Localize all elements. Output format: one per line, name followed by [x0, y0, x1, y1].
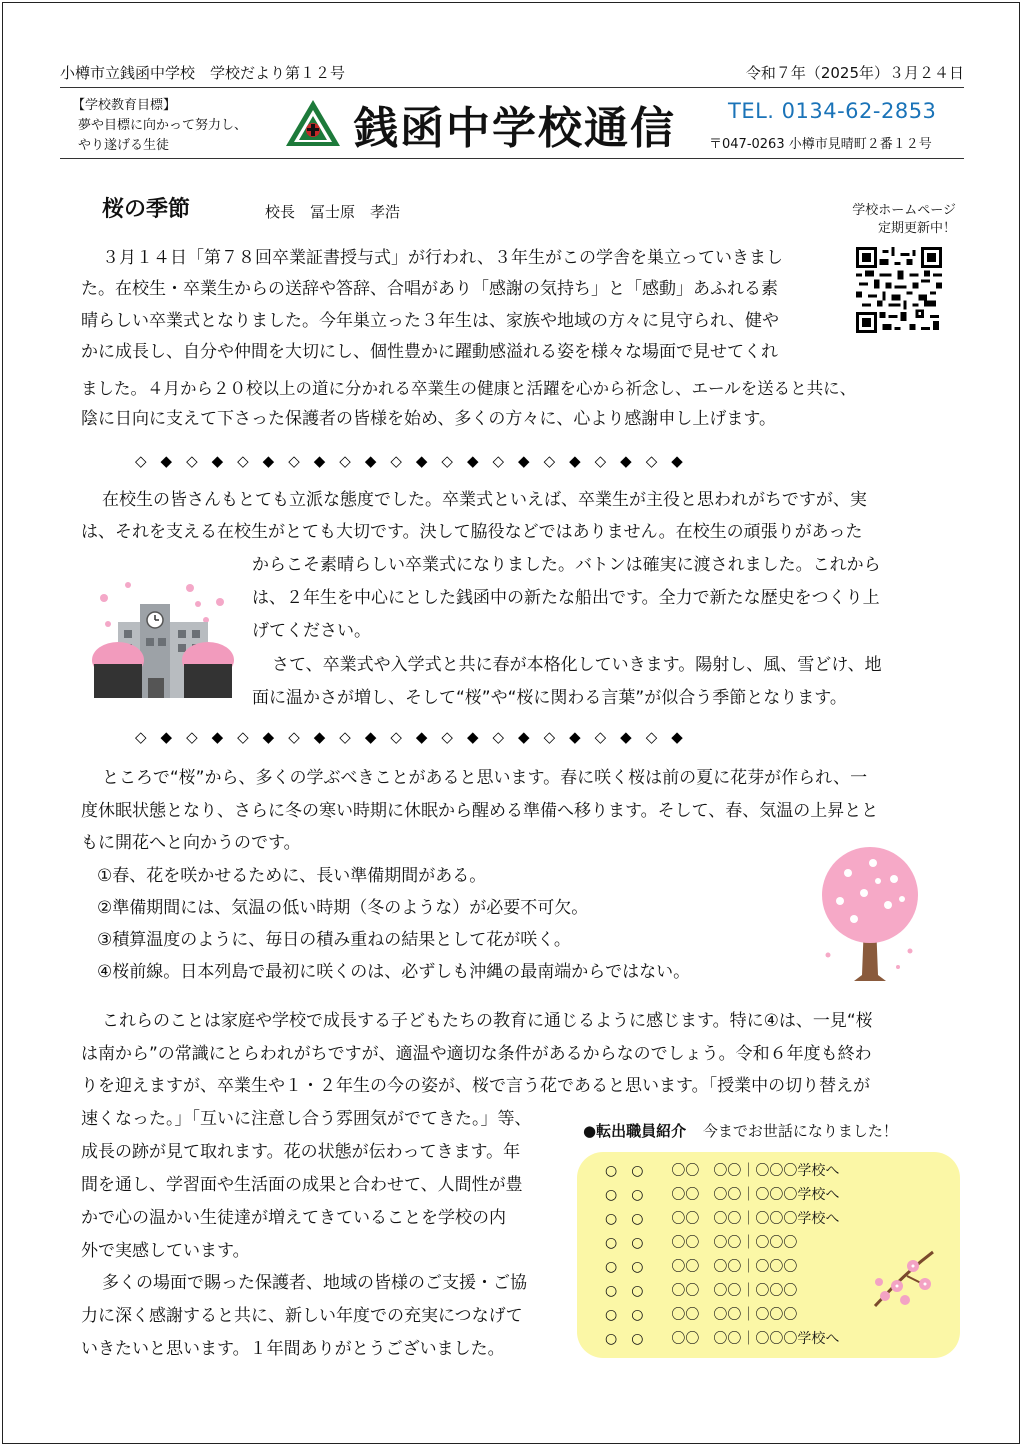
p1-line-3: 晴らしい卒業式となりました。今年巣立った３年生は、家族や地域の方々に見守られ、健や: [81, 311, 780, 331]
homepage-line2: 定期更新中！: [877, 221, 956, 236]
p1-line-5: ました。４月から２０校以上の道に分かれる卒業生の健康と活躍を心から祈念し、エールを送ると共に、: [81, 379, 857, 398]
staff-row: ○ ○ 〇〇 〇〇｜〇〇〇学校へ: [605, 1211, 840, 1227]
staff-row: ○ ○ 〇〇 〇〇｜〇〇〇: [605, 1259, 798, 1275]
staff-row: ○ ○ 〇〇 〇〇｜〇〇〇: [605, 1235, 798, 1251]
p4-line-8: 外で実感しています。: [81, 1241, 250, 1261]
p2-line-1: 在校生の皆さんもとても立派な態度でした。卒業式といえば、卒業生が主役と思われがちですが、実: [102, 490, 867, 510]
p4-line-5: 成長の跡が見て取れます。花の状態が伝わってきます。年: [81, 1142, 521, 1162]
issue-date: 令和７年（2025年）３月２４日: [745, 64, 964, 82]
list-item: ④桜前線。日本列島で最初に咲くのは、必ずしも沖縄の最南端からではない。: [97, 962, 691, 982]
article-author: 校長 冨士原 孝浩: [265, 203, 401, 221]
staff-row: ○ ○ 〇〇 〇〇｜〇〇〇: [605, 1283, 798, 1299]
p4-line-7: かで心の温かい生徒達が増えてきていることを学校の内: [81, 1208, 506, 1228]
homepage-note: [840, 202, 956, 238]
staff-row: ○ ○ 〇〇 〇〇｜〇〇〇学校へ: [605, 1187, 840, 1203]
transfer-staff-box: [577, 1152, 960, 1358]
p2-line-3: からこそ素晴らしい卒業式になりました。バトンは確実に渡されました。これから: [252, 555, 881, 575]
p2-line-7: 面に温かさが増し、そして“桜”や“桜に関わる言葉”が似合う季節となります。: [252, 688, 847, 708]
p4-line-2: は南から”の常識にとらわれがちですが、適温や適切な条件があるからなのでしょう。令和６年度も終わ: [81, 1044, 872, 1064]
staff-heading: [583, 1120, 898, 1141]
top-line: [60, 62, 964, 83]
qr-code-icon[interactable]: [856, 247, 942, 333]
phone-number: TEL. 0134-62-2853: [728, 99, 937, 123]
newsletter-title: 銭函中学校通信: [354, 103, 676, 154]
cherry-branch-icon: [867, 1248, 937, 1314]
p1-line-4: かに成長し、自分や仲間を大切にし、個性豊かに躍動感溢れる姿を様々な場面で見せてくれ: [81, 342, 778, 362]
p4-line-6: 間を通し、学習面や生活面の成果と合わせて、人間性が豊: [81, 1175, 523, 1195]
article-title: 桜の季節: [102, 197, 191, 222]
p2-line-6: さて、卒業式や入学式と共に春が本格化していきます。陽射し、風、雪どけ、地: [272, 655, 882, 675]
cherry-tree-icon: [818, 843, 922, 983]
p2-line-2: は、それを支える在校生がとても大切です。決して脇役などではありません。在校生の頑張りがあった: [81, 522, 863, 542]
school-address: 〒047-0263 小樽市見晴町２番１２号: [709, 137, 932, 152]
p1-line-6: 陰に日向に支えて下さった保護者の皆様を始め、多くの方々に、心より感謝申し上げます。: [81, 409, 776, 429]
staff-row: ○ ○ 〇〇 〇〇｜〇〇〇: [605, 1307, 798, 1323]
header-rule-bottom: [60, 158, 964, 159]
p3-line-1: ところで“桜”から、多くの学ぶべきことがあると思います。春に咲く桜は前の夏に花芽が作られ、一: [102, 768, 868, 788]
p4-line-10: 力に深く感謝すると共に、新しい年度での充実につなげて: [81, 1306, 523, 1326]
p1-line-2: た。在校生・卒業生からの送辞や答辞、合唱があり「感謝の気持ち」と「感動」あふれる素: [81, 279, 778, 299]
school-issue: 小樽市立銭函中学校 学校だより第１２号: [60, 64, 346, 82]
school-building-illustration-icon: [88, 580, 238, 700]
homepage-line1: 学校ホームページ: [852, 203, 956, 218]
header-rule-top: [60, 87, 964, 88]
divider-2: ◇◆◇◆◇◆◇◆◇◆◇◆◇◆◇◆◇◆◇◆◇◆: [135, 728, 697, 746]
staff-heading-label: ●転出職員紹介: [583, 1122, 687, 1140]
p2-line-4: は、２年生を中心にとした銭函中の新たな船出です。全力で新たな歴史をつくり上: [252, 588, 880, 608]
list-item: ①春、花を咲かせるために、長い準備期間がある。: [97, 866, 487, 886]
p4-line-1: これらのことは家庭や学校で成長する子どもたちの教育に通じるように感じます。特に④は、一見“桜: [102, 1011, 873, 1031]
p3-line-3: もに開花へと向かうのです。: [81, 833, 301, 853]
p3-line-2: 度休眠状態となり、さらに冬の寒い時期に休眠から醒める準備へ移ります。そして、春、気温の上昇とと: [81, 801, 879, 821]
p4-line-4: 速くなった。」「互いに注意し合う雰囲気がでてきた。」等、: [81, 1109, 532, 1129]
list-item: ③積算温度のように、毎日の積み重ねの結果として花が咲く。: [97, 930, 571, 950]
goal-label: 【学校教育目標】: [72, 98, 177, 113]
p4-line-9: 多くの場面で賜った保護者、地域の皆様のご支援・ご協: [102, 1273, 527, 1293]
goal-line1: 夢や目標に向かって努力し、: [78, 118, 248, 133]
sakura-points-list: [97, 860, 690, 988]
staff-row: ○ ○ 〇〇 〇〇｜〇〇〇学校へ: [605, 1331, 840, 1347]
p4-line-3: りを迎えますが、卒業生や１・２年生の今の姿が、桜で言う花であると思います。「授業中の切り替えが: [81, 1076, 871, 1096]
list-item: ②準備期間には、気温の低い時期（冬のような）が必要不可欠。: [97, 898, 589, 918]
p2-line-5: げてください。: [252, 621, 371, 641]
p1-line-1: ３月１４日「第７８回卒業証書授与式」が行われ、３年生がこの学舎を巣立っていきまし: [102, 248, 784, 268]
staff-heading-note: 今までお世話になりました！: [702, 1122, 898, 1140]
staff-row: ○ ○ 〇〇 〇〇｜〇〇〇学校へ: [605, 1163, 840, 1179]
school-emblem-icon: [284, 98, 342, 150]
divider-1: ◇◆◇◆◇◆◇◆◇◆◇◆◇◆◇◆◇◆◇◆◇◆: [135, 452, 697, 470]
p4-line-11: いきたいと思います。１年間ありがとうございました。: [81, 1339, 505, 1359]
school-goal: [72, 96, 248, 156]
goal-line2: やり遂げる生徒: [78, 138, 170, 153]
